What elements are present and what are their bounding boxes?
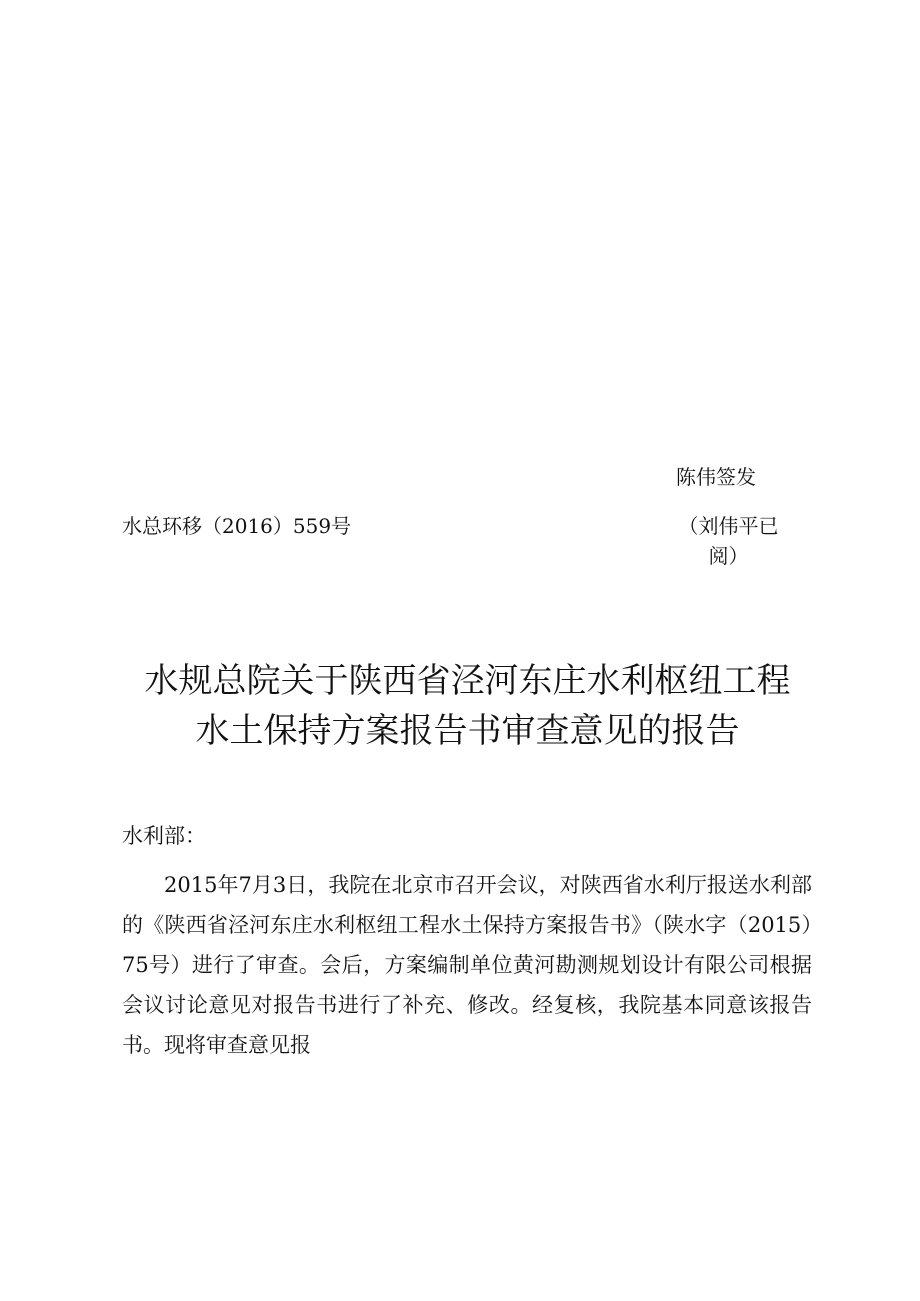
- title-line-1: 水规总院关于陕西省泾河东庄水利枢纽工程: [144, 661, 791, 701]
- addressee: 水利部：: [122, 824, 206, 848]
- signer-note: 陈伟签发: [676, 465, 756, 489]
- title-line-2: 水土保持方案报告书审查意见的报告: [195, 711, 740, 751]
- body-paragraph: 2015年7月3日，我院在北京市召开会议，对陕西省水利厅报送水利部的《陕西省泾河东庄水利枢纽工程水土保持方案报告书》（陕水字（2015）75号）进行了审查。会后，方案编制单位黄河勘测规划设计有限公司根据会议讨论意见对报告书进行了补充、修改。经复核，我院基本同意该报告书。现将审查意见报: [122, 873, 812, 1057]
- document-number: 水总环移（2016）559号: [122, 514, 352, 538]
- document-title: [100, 656, 835, 756]
- reviewer-note: （刘伟平已阅）: [678, 514, 779, 568]
